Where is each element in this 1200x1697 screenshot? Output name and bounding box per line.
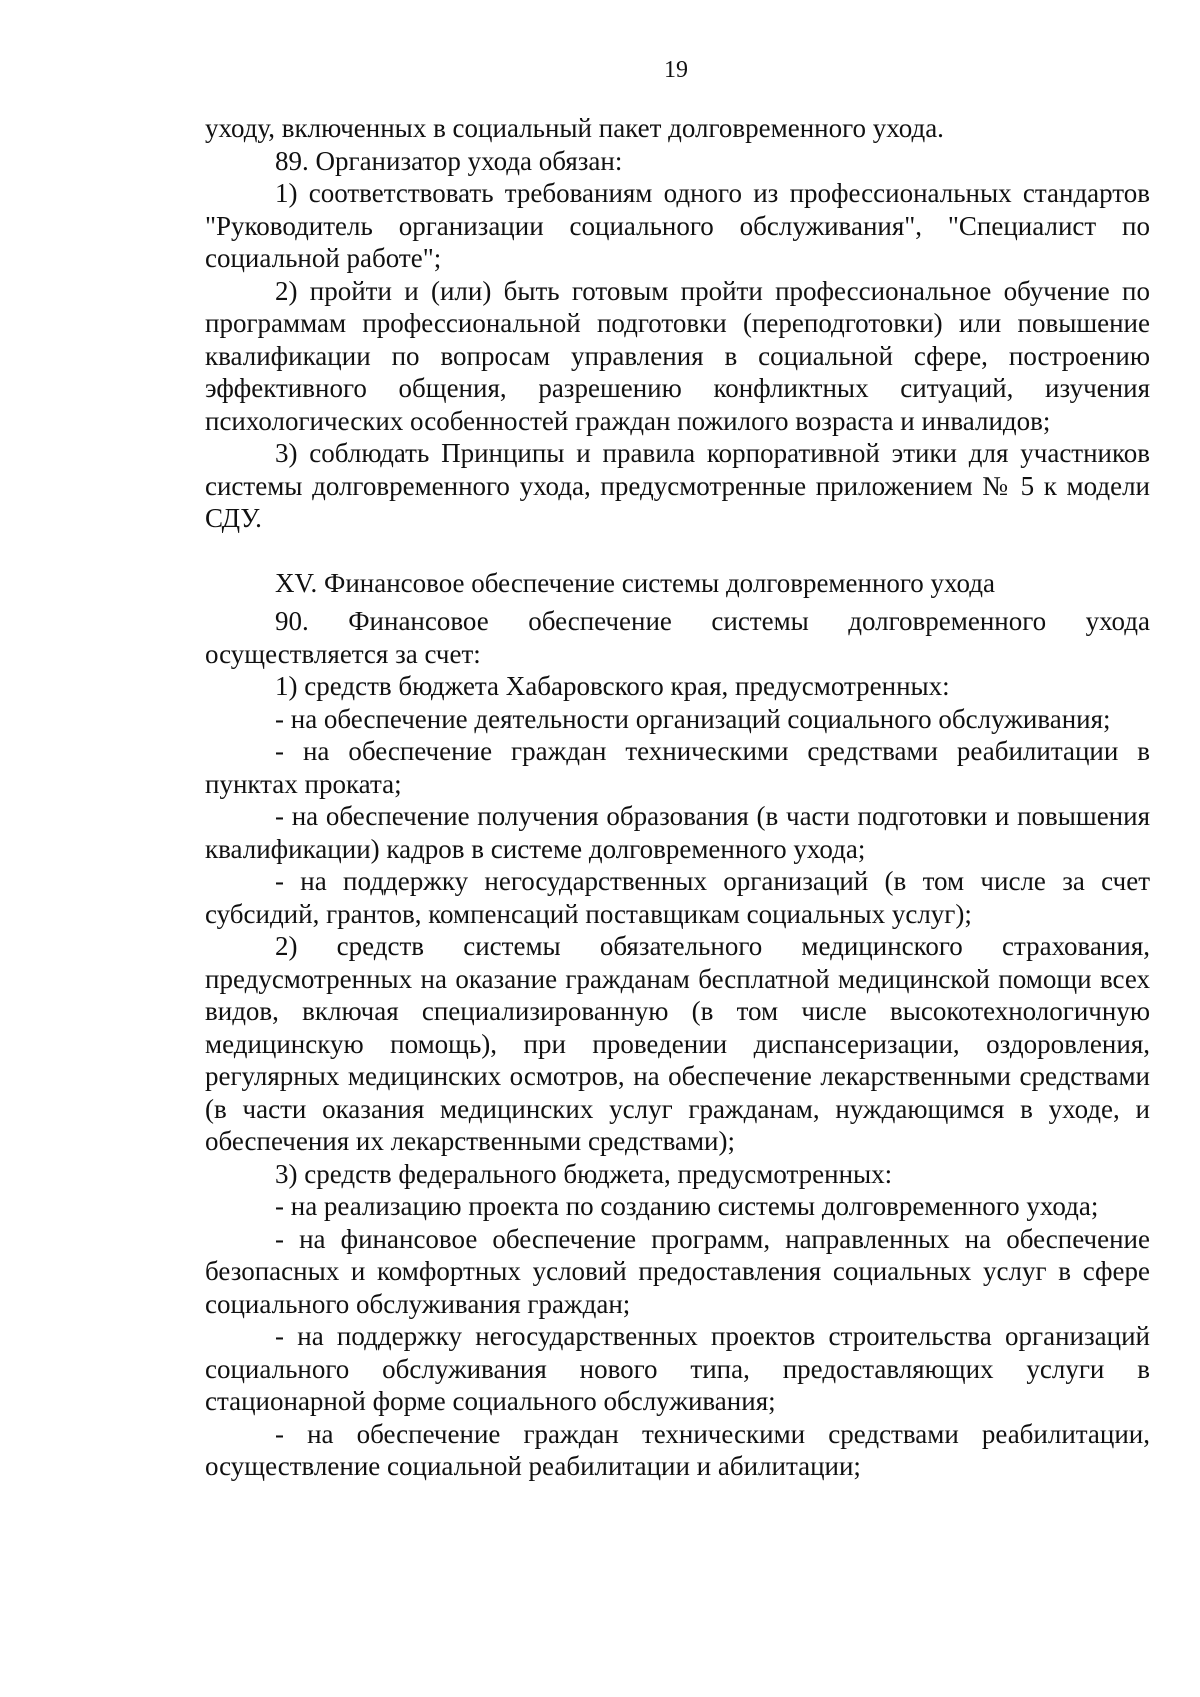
- paragraph: - на реализацию проекта по созданию системы долговременного ухода;: [275, 1191, 1099, 1221]
- paragraph: - на обеспечение получения образования (в части подготовки и повышения квалификации) кадров в системе долговременного ухода;: [205, 801, 1150, 864]
- paragraph: уходу, включенных в социальный пакет долговременного ухода.: [205, 113, 944, 143]
- paragraph: - на поддержку негосударственных организаций (в том числе за счет субсидий, грантов, компенсаций поставщикам социальных услуг);: [205, 866, 1150, 929]
- paragraph: - на обеспечение граждан техническими средствами реабилитации, осуществление социальной реабилитации и абилитации;: [205, 1418, 1150, 1481]
- section-heading: XV. Финансовое обеспечение системы долговременного ухода: [275, 567, 995, 598]
- paragraph: - на поддержку негосударственных проектов строительства организаций социального обслуживания нового типа, предоставляющих услуги в стационарной форме социального обслуживания;: [205, 1321, 1150, 1416]
- paragraphs-before: [205, 112, 1150, 535]
- paragraph: 1) соответствовать требованиям одного из профессиональных стандартов "Руководитель организации социального обслуживания", "Специалист по социальной работе";: [205, 178, 1150, 273]
- paragraph: 3) средств федерального бюджета, предусмотренных:: [275, 1158, 893, 1189]
- paragraphs-after: [205, 605, 1150, 1483]
- page-number: 19: [664, 57, 688, 83]
- paragraph: 2) пройти и (или) быть готовым пройти профессиональное обучение по программам профессиональной подготовки (переподготовки) или повышение квалификации по вопросам управления в социальной сфере, построению эффективного общения, разрешению конфликтных ситуаций, изучения психологических особенностей граждан пожилого возраста и инвалидов;: [205, 275, 1150, 436]
- paragraph: 2) средств системы обязательного медицинского страхования, предусмотренных на оказание гражданам бесплатной медицинской помощи всех видов, включая специализированную (в том числе высокотехнологичную медицинскую помощь), при проведении диспансеризации, оздоровления, регулярных медицинских осмотров, на обеспечение лекарственными средствами (в части оказания медицинских услуг гражданам, нуждающимся в уходе, и обеспечения их лекарственными средствами);: [205, 931, 1150, 1156]
- paragraph: 89. Организатор ухода обязан:: [275, 145, 623, 176]
- paragraph: 3) соблюдать Принципы и правила корпоративной этики для участников системы долговременного ухода, предусмотренные приложением № 5 к модели СДУ.: [205, 438, 1150, 533]
- paragraph: - на обеспечение граждан техническими средствами реабилитации в пунктах проката;: [205, 736, 1150, 799]
- paragraph: - на обеспечение деятельности организаций социального обслуживания;: [275, 703, 1111, 734]
- paragraph: - на финансовое обеспечение программ, направленных на обеспечение безопасных и комфортных условий предоставления социальных услуг в сфере социального обслуживания граждан;: [205, 1223, 1150, 1319]
- document-body: [205, 112, 1150, 1483]
- paragraph: 1) средств бюджета Хабаровского края, предусмотренных:: [275, 671, 950, 701]
- paragraph: 90. Финансовое обеспечение системы долговременного ухода осуществляется за счет:: [205, 606, 1150, 669]
